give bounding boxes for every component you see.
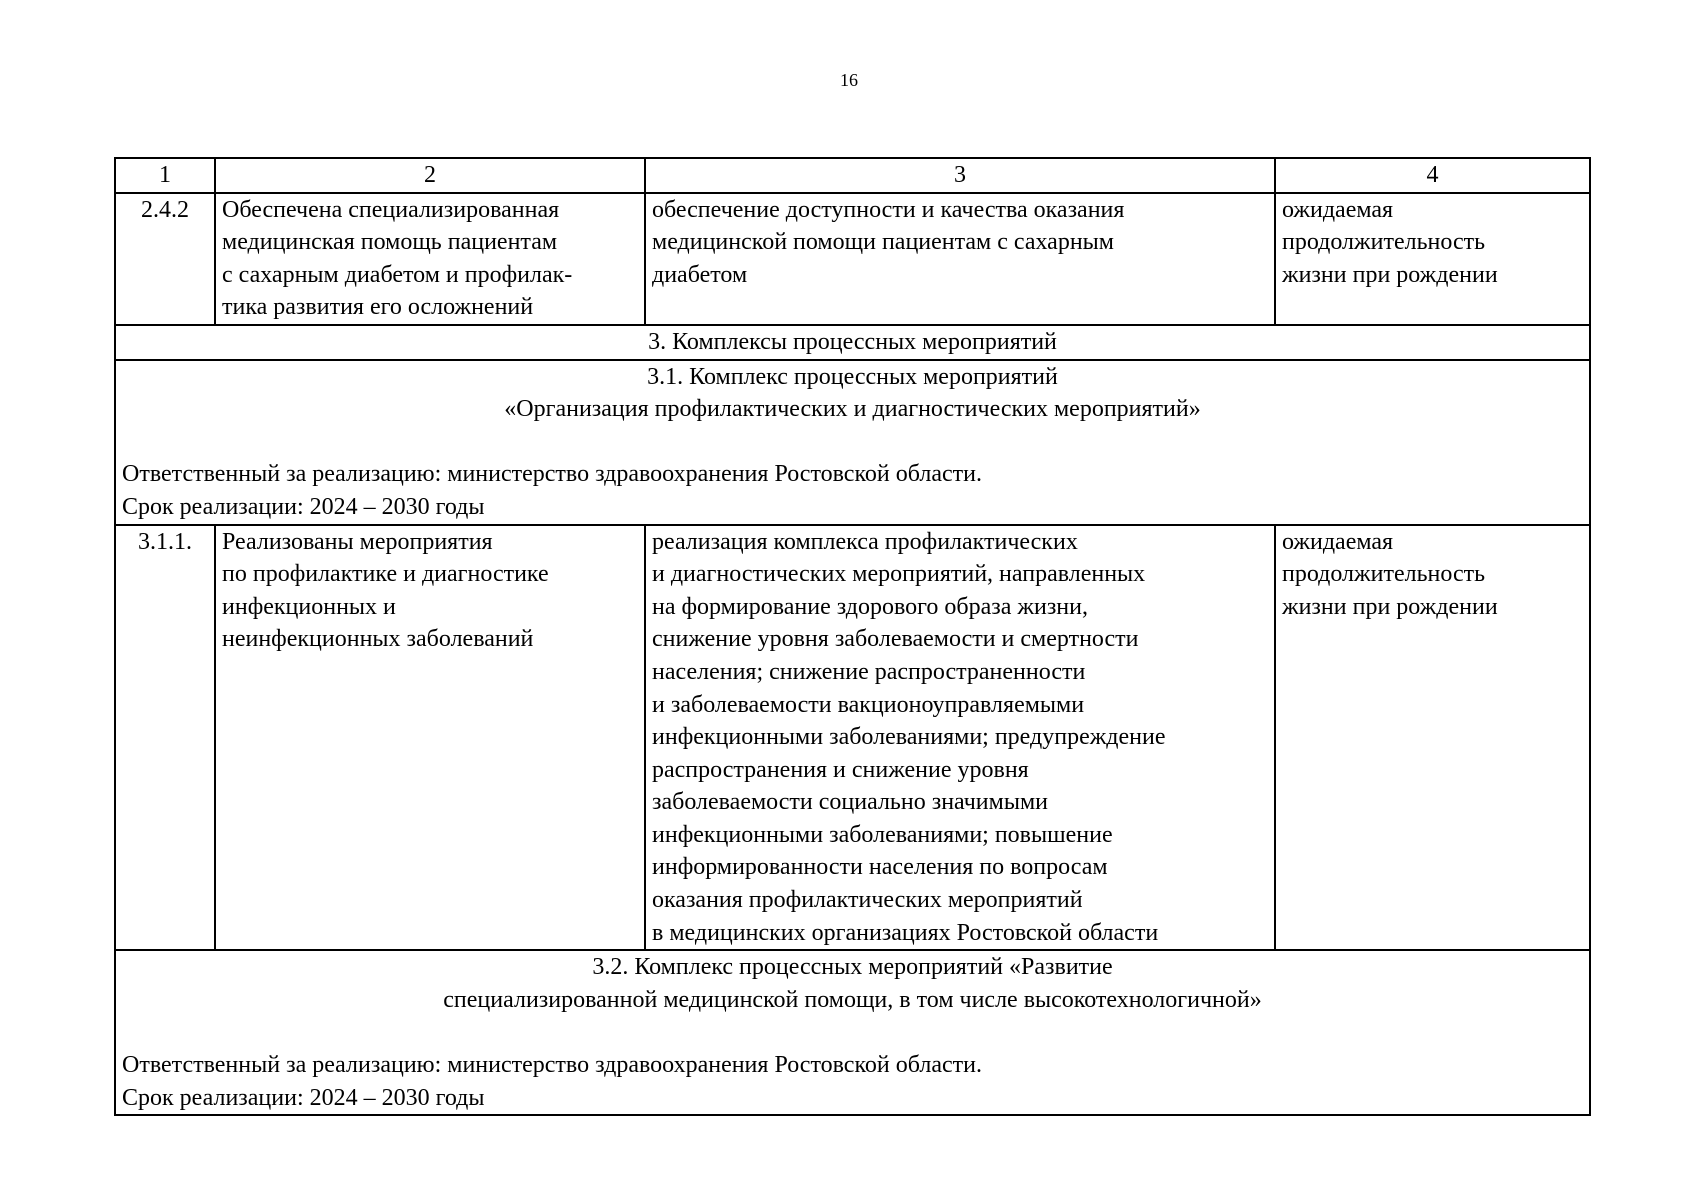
indicator-text-line: жизни при рождении — [1282, 261, 1498, 288]
subsection-title-line: 3.1. Комплекс процессных мероприятий — [647, 363, 1058, 390]
activities-table — [114, 157, 1591, 1116]
spacer — [122, 426, 1583, 459]
description-text-line: инфекционными заболеваниями; предупреждение — [652, 724, 1166, 751]
subsection-cell — [115, 360, 1590, 525]
responsible-text: Ответственный за реализацию: министерство здравоохранения Ростовской области. — [122, 1052, 982, 1079]
indicator-cell — [1275, 525, 1590, 951]
spacer — [122, 1016, 1583, 1049]
header-col-2: 2 — [215, 158, 645, 193]
result-text-line: инфекционных и — [222, 593, 396, 620]
indicator-cell — [1275, 193, 1590, 325]
description-text-line: диабетом — [652, 261, 748, 288]
indicator-text-line: продолжительность — [1282, 561, 1486, 588]
description-text-line: на формирование здорового образа жизни, — [652, 593, 1088, 620]
description-text-line: распространения и снижение уровня — [652, 756, 1029, 783]
description-text-line: снижение уровня заболеваемости и смертности — [652, 626, 1139, 653]
description-text-line: населения; снижение распространенности — [652, 658, 1086, 685]
table-header-row — [115, 158, 1590, 193]
description-cell — [645, 193, 1275, 325]
row-number: 3.1.1. — [115, 525, 215, 951]
table-row — [115, 193, 1590, 325]
row-number: 2.4.2 — [115, 193, 215, 325]
table-row — [115, 525, 1590, 951]
subsection-row — [115, 950, 1590, 1115]
subsection-title-line: 3.2. Комплекс процессных мероприятий «Развитие — [592, 954, 1113, 981]
result-cell — [215, 193, 645, 325]
description-text-line: заболеваемости социально значимыми — [652, 789, 1048, 816]
description-text-line: информированности населения по вопросам — [652, 854, 1108, 881]
description-text-line: обеспечение доступности и качества оказания — [652, 196, 1125, 223]
result-text-line: с сахарным диабетом и профилак- — [222, 261, 573, 288]
result-text-line: Реализованы мероприятия — [222, 528, 493, 555]
description-text-line: реализация комплекса профилактических — [652, 528, 1078, 555]
header-col-3: 3 — [645, 158, 1275, 193]
description-text-line: инфекционными заболеваниями; повышение — [652, 821, 1113, 848]
result-text-line: неинфекционных заболеваний — [222, 626, 534, 653]
result-text-line: Обеспечена специализированная — [222, 196, 560, 223]
result-text-line: медицинская помощь пациентам — [222, 229, 558, 256]
header-col-4: 4 — [1275, 158, 1590, 193]
description-text-line: в медицинских организациях Ростовской области — [652, 919, 1159, 946]
indicator-text-line: продолжительность — [1282, 229, 1486, 256]
description-text-line: оказания профилактических мероприятий — [652, 887, 1083, 914]
description-text-line: и диагностических мероприятий, направленных — [652, 561, 1146, 588]
result-text-line: тика развития его осложнений — [222, 294, 534, 321]
description-text-line: медицинской помощи пациентам с сахарным — [652, 229, 1114, 256]
responsible-text: Ответственный за реализацию: министерство здравоохранения Ростовской области. — [122, 461, 982, 488]
term-text: Срок реализации: 2024 – 2030 годы — [122, 1084, 485, 1111]
description-text-line: и заболеваемости вакционоуправляемыми — [652, 691, 1085, 718]
subsection-cell — [115, 950, 1590, 1115]
indicator-text-line: жизни при рождении — [1282, 593, 1498, 620]
section-row — [115, 325, 1590, 360]
subsection-title-line: «Организация профилактических и диагностических мероприятий» — [504, 396, 1201, 423]
description-cell — [645, 525, 1275, 951]
indicator-text-line: ожидаемая — [1282, 196, 1394, 223]
section-title: 3. Комплексы процессных мероприятий — [115, 325, 1590, 360]
page-number: 16 — [840, 70, 858, 90]
subsection-row — [115, 360, 1590, 525]
subsection-title-line: специализированной медицинской помощи, в том числе высокотехнологичной» — [443, 986, 1262, 1013]
result-text-line: по профилактике и диагностике — [222, 561, 549, 588]
result-cell — [215, 525, 645, 951]
indicator-text-line: ожидаемая — [1282, 528, 1394, 555]
header-col-1: 1 — [115, 158, 215, 193]
term-text: Срок реализации: 2024 – 2030 годы — [122, 493, 485, 520]
